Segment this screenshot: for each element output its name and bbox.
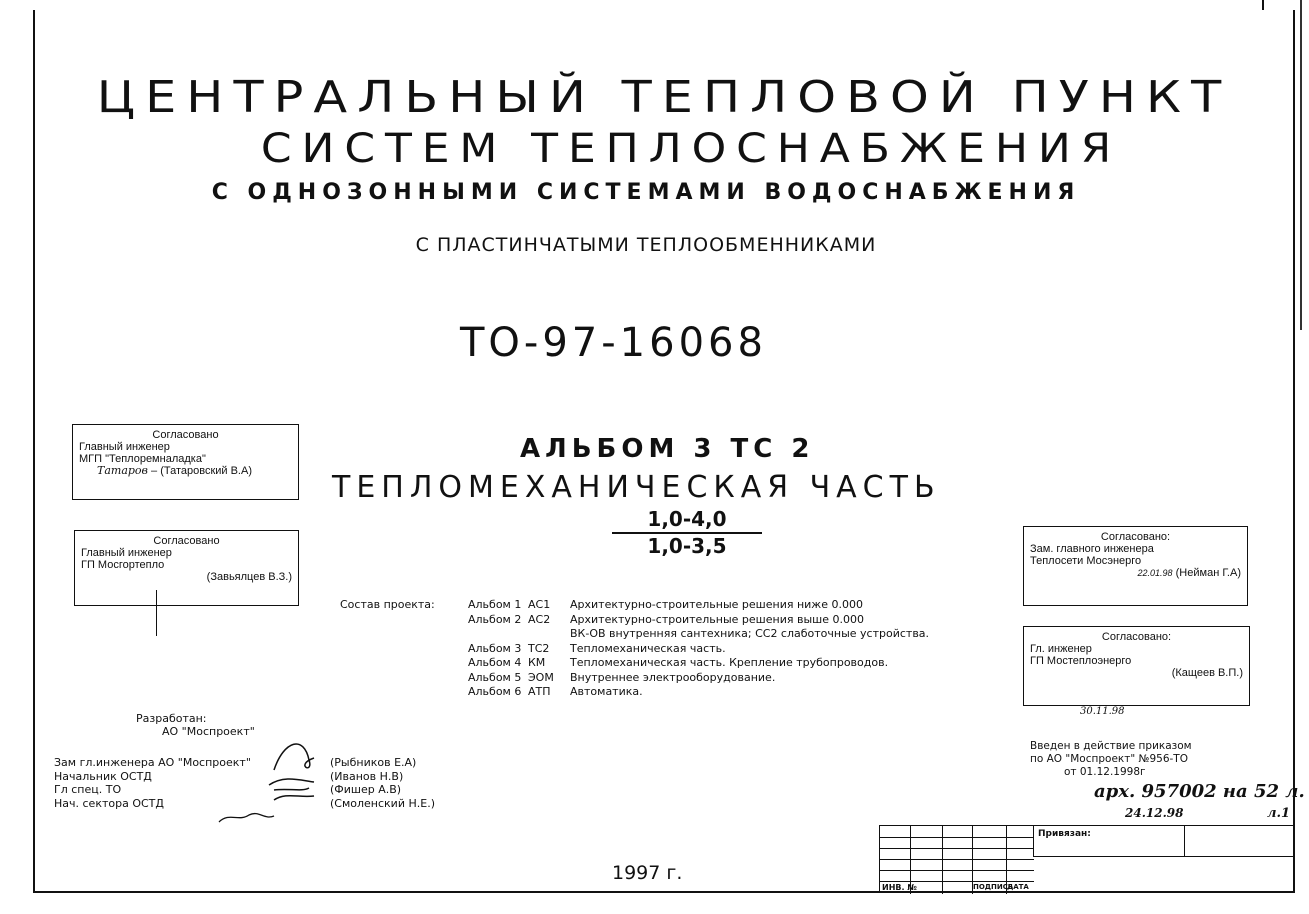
album-description: Внутреннее электрооборудование. (570, 670, 776, 684)
developer-label: Разработан: (136, 712, 207, 725)
album-subtitle: ТЕПЛОМЕХАНИЧЕСКАЯ ЧАСТЬ (332, 470, 941, 505)
top-rule (1262, 0, 1264, 10)
album-number: Альбом 3 (468, 641, 522, 655)
approval-position: Зам. главного инженера (1030, 543, 1154, 555)
composition-list (468, 598, 929, 700)
year: 1997 г. (612, 862, 683, 884)
album-code: ЭОМ (528, 670, 554, 684)
signature: Татаров (97, 464, 148, 477)
album-description: ВК-ОВ внутренняя сантехника; СС2 слаботочные устройства. (570, 627, 930, 640)
album-description: Архитектурно-строительные решения ниже 0.000 (570, 598, 863, 611)
bound-label: Привязан: (1038, 829, 1091, 839)
archive-date: 24.12.98 (1125, 806, 1184, 820)
staff-name: (Иванов Н.В) (330, 769, 404, 783)
composition-heading: Состав проекта: (340, 598, 435, 611)
album-number: Альбом 6 (468, 685, 522, 698)
handwritten-signatures (214, 730, 326, 830)
archive-number: арх. 957002 на 52 л. (1094, 781, 1305, 802)
approval-heading: Согласовано: (1100, 531, 1171, 543)
list-item (468, 598, 929, 613)
approval-heading: Согласовано: (1101, 631, 1172, 643)
list-item (468, 656, 929, 671)
approval-position: Главный инженер (79, 441, 170, 453)
intro-line: Введен в действие приказом (1030, 740, 1192, 752)
album-number: Альбом 2 (468, 612, 522, 626)
album-code: ТС2 (528, 641, 550, 655)
staff-role: Зам гл.инженера АО "Моспроект" (54, 756, 251, 769)
pressure-fraction (612, 507, 762, 558)
approval-org: ГП Мостеплоэнерго (1030, 655, 1132, 667)
approval-date: 22.01.98 (1137, 568, 1173, 578)
approval-org: МГП "Теплоремналадка" (79, 453, 206, 465)
album-description: Тепломеханическая часть. (570, 641, 726, 655)
approval-name: (Кащеев В.П.) (1171, 667, 1243, 679)
approval-box-4 (1023, 626, 1250, 706)
list-item (468, 642, 929, 657)
inv-label: ИНВ. № (882, 883, 917, 892)
approval-org: ГП Мосгортепло (81, 559, 165, 571)
approval-position: Гл. инженер (1030, 643, 1092, 655)
album-code: АТП (528, 685, 551, 698)
approval-heading: Согласовано (153, 535, 220, 547)
approval-position: Главный инженер (81, 547, 172, 559)
grid-row-line (880, 881, 1034, 882)
developer-org: АО "Моспроект" (162, 725, 255, 738)
staff-role: Начальник ОСТД (54, 769, 152, 783)
album-title: АЛЬБОМ 3 ТС 2 (520, 434, 815, 464)
intro-line: от 01.12.1998г (1064, 766, 1146, 778)
signature-label: ПОДПИСЬ (973, 883, 1014, 891)
project-code: ТО-97-16068 (460, 320, 767, 366)
intro-line: по АО "Моспроект" №956-ТО (1030, 753, 1188, 765)
album-code: КМ (528, 656, 546, 669)
signature-stroke (156, 590, 157, 636)
title-line-4: С ПЛАСТИНЧАТЫМИ ТЕПЛООБМЕННИКАМИ (415, 234, 877, 256)
approval-name: (Татаровский В.А) (160, 465, 252, 477)
grid-row-line (880, 859, 1034, 860)
album-number: Альбом 5 (468, 670, 522, 684)
title-line-2: СИСТЕМ ТЕПЛОСНАБЖЕНИЯ (260, 126, 1122, 172)
approval-heading: Согласовано (152, 429, 219, 441)
album-number: Альбом 1 (468, 598, 522, 611)
grid-row-line (880, 870, 1034, 871)
staff-name: (Смоленский Н.Е.) (330, 796, 435, 810)
staff-role: Нач. сектора ОСТД (54, 796, 164, 810)
bound-block (1033, 825, 1295, 857)
title-block-grid (879, 825, 1033, 893)
title-line-1: ЦЕНТРАЛЬНЫЙ ТЕПЛОВОЙ ПУНКТ (96, 72, 1232, 123)
album-description: Автоматика. (570, 685, 643, 698)
album-description: Архитектурно-строительные решения выше 0.000 (570, 612, 864, 626)
staff-names (330, 756, 435, 810)
archive-sheet: л.1 (1267, 806, 1291, 821)
list-item (468, 671, 929, 686)
album-number: Альбом 4 (468, 656, 522, 669)
approval-name: (Завьялцев В.З.) (206, 571, 292, 583)
grid-row-line (880, 837, 1034, 838)
approval-date: 30.11.98 (1080, 706, 1125, 717)
album-description: Тепломеханическая часть. Крепление трубопроводов. (570, 656, 889, 669)
list-item (468, 685, 929, 700)
album-code: АС2 (528, 612, 551, 626)
fraction-bottom: 1,0-3,5 (647, 534, 727, 558)
approval-signature-line (1030, 567, 1241, 579)
staff-name: (Рыбников Е.А) (330, 756, 417, 769)
approval-box-1 (72, 424, 299, 500)
approval-box-2 (74, 530, 299, 606)
approval-box-3 (1023, 526, 1248, 606)
fraction-top: 1,0-4,0 (612, 507, 762, 534)
staff-role: Гл спец. ТО (54, 783, 122, 796)
grid-row-line (880, 848, 1034, 849)
approval-name: (Нейман Г.А) (1175, 567, 1241, 579)
list-item (468, 613, 929, 628)
grid-col-line (942, 826, 943, 894)
album-code: АС1 (528, 598, 551, 611)
list-item (468, 627, 929, 642)
approval-org: Теплосети Мосэнерго (1030, 555, 1142, 567)
title-line-3: С ОДНОЗОННЫМИ СИСТЕМАМИ ВОДОСНАБЖЕНИЯ (211, 180, 1081, 205)
approval-signature-line: Татаров – (Татаровский В.А) (97, 464, 252, 477)
date-label: ДАТА (1007, 883, 1029, 891)
staff-name: (Фишер А.В) (330, 783, 402, 796)
introduction-order (1030, 740, 1192, 779)
bound-separator (1184, 826, 1185, 857)
